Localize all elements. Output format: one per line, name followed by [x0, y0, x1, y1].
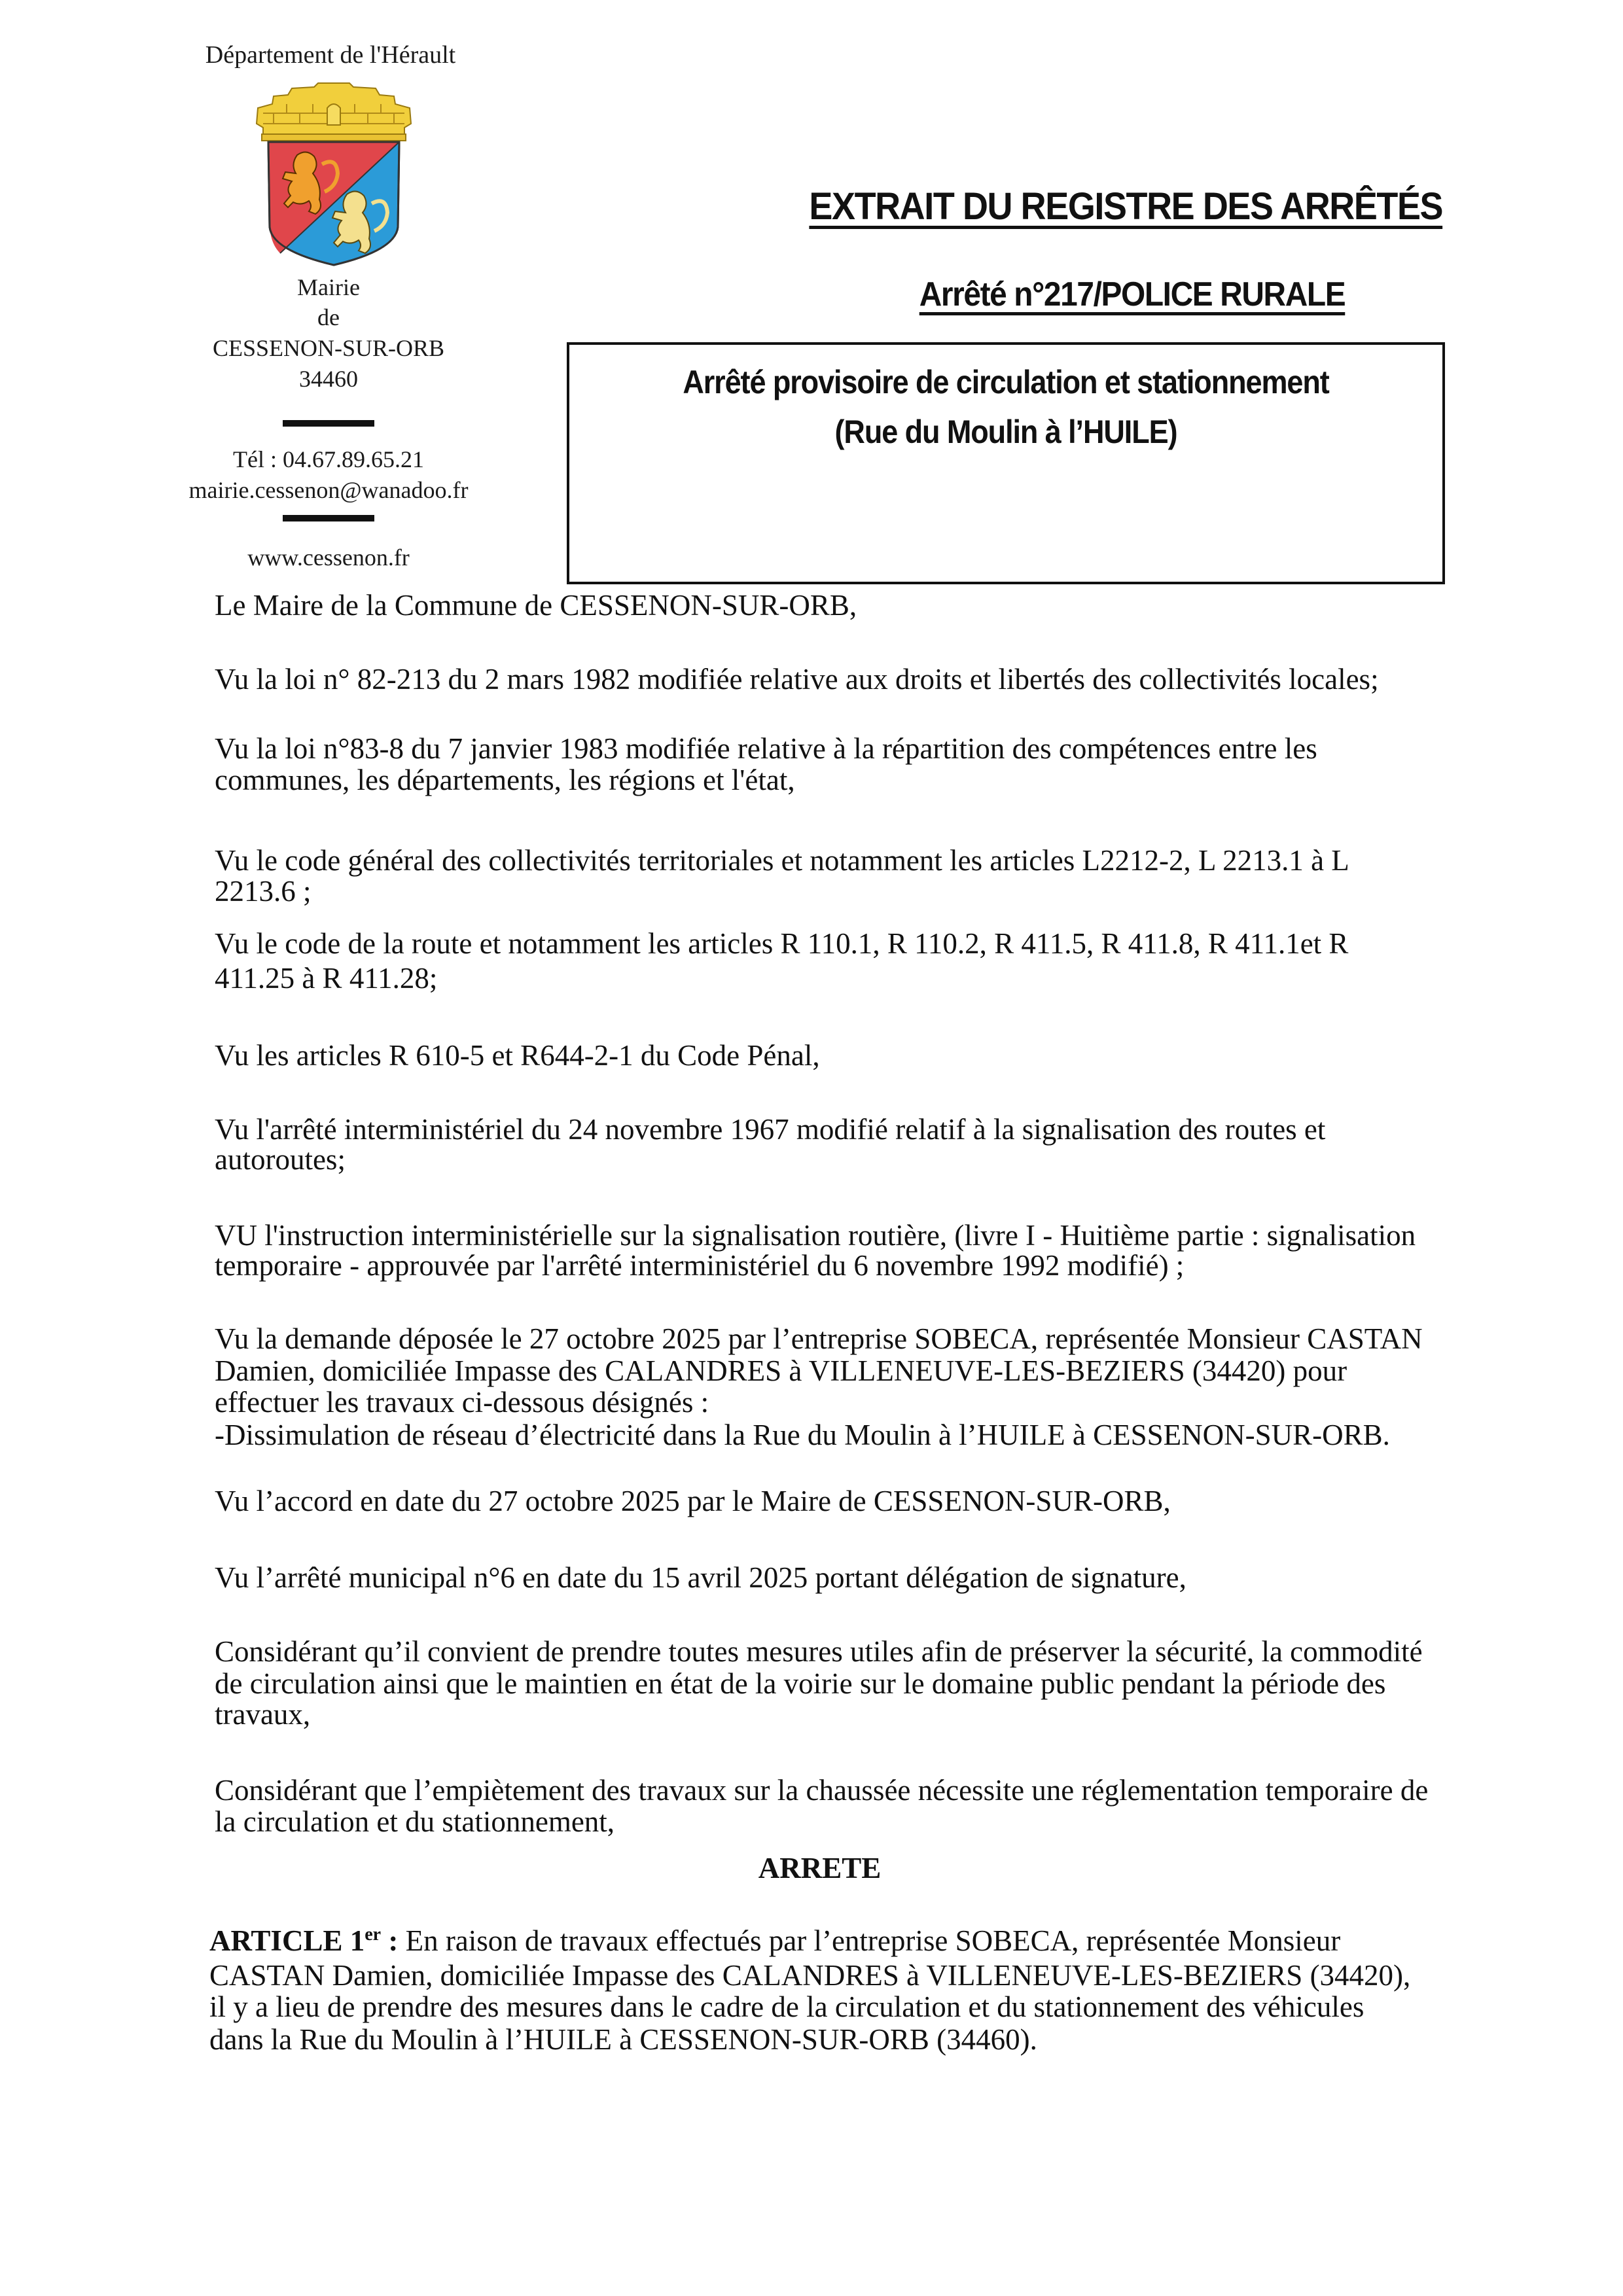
mairie-de-label: de — [317, 304, 340, 330]
body-line: VU l'instruction interministérielle sur la signalisation routière, (livre I - Huitième partie : signalisation — [215, 1219, 1416, 1252]
commune-name: CESSENON-SUR-ORB — [212, 335, 445, 361]
divider-bar — [283, 515, 374, 521]
article-1-line: CASTAN Damien, domiciliée Impasse des CALANDRES à VILLENEUVE-LES-BEZIERS (34420), — [209, 1959, 1411, 1992]
email-address[interactable]: mairie.cessenon@wanadoo.fr — [188, 477, 469, 503]
body-line: effectuer les travaux ci-dessous désignés : — [215, 1386, 709, 1419]
body-line: Vu le code général des collectivités territoriales et notamment les articles L2212-2, L 2213.1 à L — [215, 844, 1349, 877]
body-line: la circulation et du stationnement, — [215, 1805, 615, 1838]
divider-bar — [283, 420, 374, 427]
article-1-line: il y a lieu de prendre des mesures dans le cadre de la circulation et du stationnement des véhicules — [209, 1990, 1364, 2023]
body-line: temporaire - approuvée par l'arrêté interministériel du 6 novembre 1992 modifié) ; — [215, 1249, 1185, 1282]
body-line: Vu la loi n° 82-213 du 2 mars 1982 modifiée relative aux droits et libertés des collectivités locales; — [215, 663, 1379, 696]
body-line: 411.25 à R 411.28; — [215, 962, 438, 995]
article-1-text: En raison de travaux effectués par l’entreprise SOBECA, représentée Monsieur — [398, 1924, 1341, 1957]
body-line: travaux, — [215, 1698, 311, 1731]
body-line: Considérant que l’empiètement des travaux sur la chaussée nécessite une réglementation temporaire de — [215, 1774, 1429, 1807]
department-name: Département de l'Hérault — [205, 41, 456, 69]
decision-heading: ARRETE — [758, 1852, 882, 1884]
body-line: Vu l'arrêté interministériel du 24 novembre 1967 modifié relatif à la signalisation des routes et — [215, 1113, 1326, 1146]
article-1-line: dans la Rue du Moulin à l’HUILE à CESSENON-SUR-ORB (34460). — [209, 2023, 1037, 2056]
coat-of-arms-logo — [254, 82, 414, 266]
website-link[interactable]: www.cessenon.fr — [247, 544, 410, 571]
body-line: 2213.6 ; — [215, 875, 312, 908]
phone-number: Tél : 04.67.89.65.21 — [233, 446, 424, 472]
article-1-first-line — [209, 1926, 1340, 1956]
body-line: -Dissimulation de réseau d’électricité dans la Rue du Moulin à l’HUILE à CESSENON-SUR-ORB. — [215, 1419, 1390, 1451]
decree-number: Arrêté n°217/POLICE RURALE — [919, 275, 1346, 313]
mairie-label: Mairie — [297, 274, 360, 300]
register-title: EXTRAIT DU REGISTRE DES ARRÊTÉS — [809, 185, 1443, 228]
body-line: Vu l’accord en date du 27 octobre 2025 par le Maire de CESSENON-SUR-ORB, — [215, 1485, 1171, 1517]
body-line: Vu l’arrêté municipal n°6 en date du 15 avril 2025 portant délégation de signature, — [215, 1561, 1186, 1594]
body-line: Vu les articles R 610-5 et R644-2-1 du Code Pénal, — [215, 1039, 820, 1072]
body-line: Le Maire de la Commune de CESSENON-SUR-ORB, — [215, 589, 857, 622]
body-line: Vu la demande déposée le 27 octobre 2025 par l’entreprise SOBECA, représentée Monsieur CASTAN — [215, 1322, 1423, 1355]
body-line: Vu la loi n°83-8 du 7 janvier 1983 modifiée relative à la répartition des compétences entre les — [215, 732, 1317, 765]
article-1-separator: : — [381, 1924, 399, 1957]
article-1-label: ARTICLE 1 — [209, 1924, 365, 1957]
body-line: communes, les départements, les régions et l'état, — [215, 764, 795, 796]
body-line: autoroutes; — [215, 1143, 346, 1176]
subject-title: Arrêté provisoire de circulation et stationnement — [683, 364, 1329, 400]
body-line: Vu le code de la route et notamment les articles R 110.1, R 110.2, R 411.5, R 411.8, R 411.1et R — [215, 927, 1349, 960]
body-line: Considérant qu’il convient de prendre toutes mesures utiles afin de préserver la sécurité, la commodité — [215, 1635, 1423, 1668]
body-line: de circulation ainsi que le maintien en état de la voirie sur le domaine public pendant la période des — [215, 1667, 1386, 1700]
subject-street: (Rue du Moulin à l’HUILE) — [834, 414, 1177, 450]
article-1-ordinal: er — [365, 1924, 382, 1945]
postcode: 34460 — [299, 366, 358, 392]
body-line: Damien, domiciliée Impasse des CALANDRES à VILLENEUVE-LES-BEZIERS (34420) pour — [215, 1354, 1347, 1387]
subject-box — [567, 342, 1445, 584]
